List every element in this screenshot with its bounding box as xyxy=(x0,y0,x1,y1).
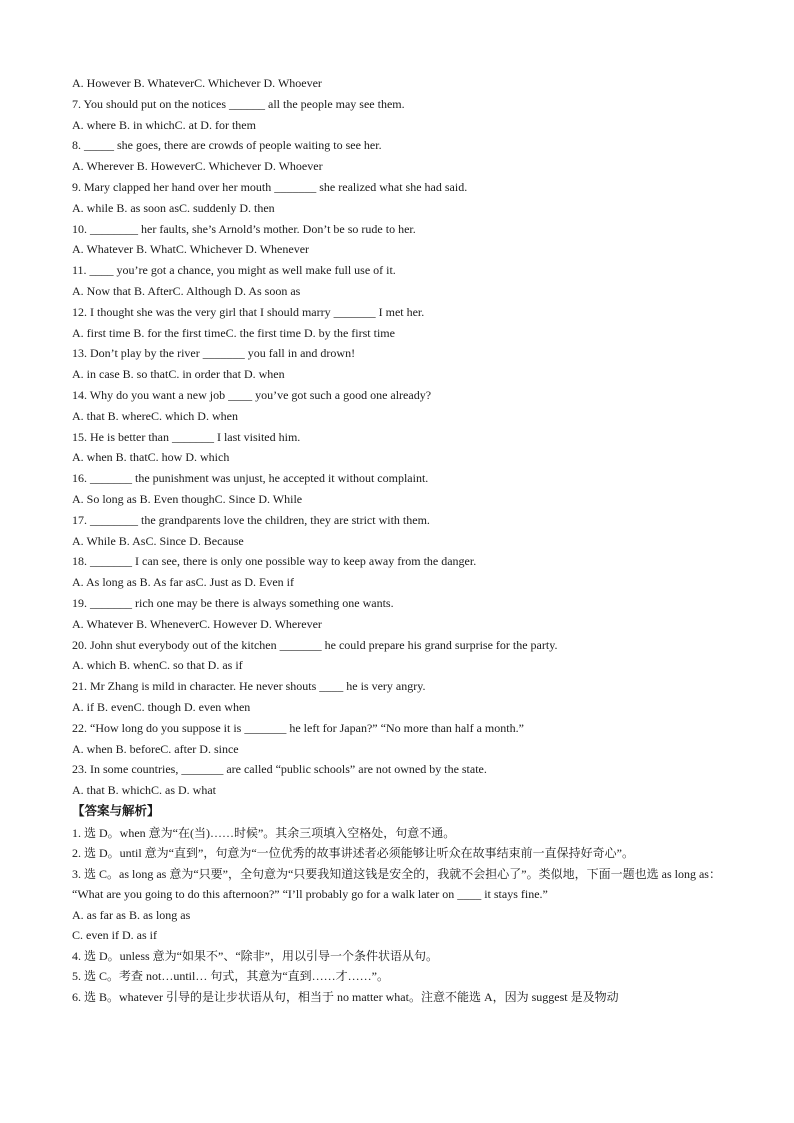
text-line: A. in case B. so thatC. in order that D. when xyxy=(72,367,285,382)
text-line: 7. You should put on the notices ______ all the people may see them. xyxy=(72,96,405,111)
text-line: 17. ________ the grandparents love the children, they are strict with them. xyxy=(72,512,430,527)
text-line: 16. _______ the punishment was unjust, he accepted it without complaint. xyxy=(72,471,429,486)
answer-line: 6. 选 B。whatever 引导的是让步状语从句，相当于 no matter what。注意不能选 A，因为 suggest 是及物动 xyxy=(72,989,619,1004)
text-line: A. Whatever B. WheneverC. However D. Wherever xyxy=(72,616,322,631)
answer-line: 5. 选 C。考查 not…until… 句式，其意为“直到……才……”。 xyxy=(72,969,389,984)
answer-line: A. as far as B. as long as xyxy=(72,907,191,922)
text-line: A. As long as B. As far asC. Just as D. Even if xyxy=(72,575,294,590)
text-line: A. if B. evenC. though D. even when xyxy=(72,699,251,714)
answers-heading: 【答案与解析】 xyxy=(72,802,160,818)
text-line: 8. _____ she goes, there are crowds of people waiting to see her. xyxy=(72,138,382,153)
text-line: 10. ________ her faults, she’s Arnold’s mother. Don’t be so rude to her. xyxy=(72,221,416,236)
text-line: A. While B. AsC. Since D. Because xyxy=(72,533,244,548)
answer-line: 4. 选 D。unless 意为“如果不”、“除非”，用以引导一个条件状语从句。 xyxy=(72,948,438,963)
text-line: 14. Why do you want a new job ____ you’ve got such a good one already? xyxy=(72,387,432,402)
text-line: 13. Don’t play by the river _______ you fall in and drown! xyxy=(72,346,356,361)
text-line: 20. John shut everybody out of the kitchen _______ he could prepare his grand surprise for the party. xyxy=(72,637,558,652)
text-line: 23. In some countries, _______ are called “public schools” are not owned by the state. xyxy=(72,762,487,777)
text-line: A. which B. whenC. so that D. as if xyxy=(72,658,243,673)
questions-section xyxy=(72,73,732,801)
text-line: A. while B. as soon asC. suddenly D. then xyxy=(72,200,275,215)
answer-line: “What are you going to do this afternoon?” “I’ll probably go for a walk later on ____ it stays fine.” xyxy=(72,887,548,902)
text-line: 12. I thought she was the very girl that I should marry _______ I met her. xyxy=(72,304,425,319)
text-line: A. Wherever B. HoweverC. Whichever D. Whoever xyxy=(72,159,323,174)
text-line: 11. ____ you’re got a chance, you might as well make full use of it. xyxy=(72,263,396,278)
text-line: A. So long as B. Even thoughC. Since D. While xyxy=(72,491,303,506)
text-line: A. Now that B. AfterC. Although D. As soon as xyxy=(72,283,301,298)
text-line: A. where B. in whichC. at D. for them xyxy=(72,117,256,132)
text-line: A. However B. WhateverC. Whichever D. Whoever xyxy=(72,76,322,90)
answer-line: 2. 选 D。until 意为“直到”，句意为“一位优秀的故事讲述者必须能够让听众在故事结束前一直保持好奇心”。 xyxy=(72,846,634,861)
document-page xyxy=(72,73,732,1007)
text-line: 18. _______ I can see, there is only one possible way to keep away from the danger. xyxy=(72,554,477,569)
text-line: 21. Mr Zhang is mild in character. He never shouts ____ he is very angry. xyxy=(72,679,426,694)
text-line: A. that B. whereC. which D. when xyxy=(72,408,238,423)
text-line: A. that B. whichC. as D. what xyxy=(72,783,216,798)
answer-line: 3. 选 C。as long as 意为“只要”，全句意为“只要我知道这钱是安全的，我就不会担心了”。类似地，下面一题也选 as long as： xyxy=(72,866,721,881)
answer-line: 1. 选 D。when 意为“在(当)……时候”。其余三项填入空格处，句意不通。 xyxy=(72,825,456,840)
text-line: A. first time B. for the first timeC. the first time D. by the first time xyxy=(72,325,395,340)
text-line: 15. He is better than _______ I last visited him. xyxy=(72,429,301,444)
text-line: 19. _______ rich one may be there is always something one wants. xyxy=(72,595,394,610)
text-line: A. when B. beforeC. after D. since xyxy=(72,741,239,756)
answers-section xyxy=(72,823,732,1008)
text-line: A. Whatever B. WhatC. Whichever D. Whenever xyxy=(72,242,310,257)
text-line: 22. “How long do you suppose it is _______ he left for Japan?” “No more than half a month.” xyxy=(72,720,524,735)
text-line: A. when B. thatC. how D. which xyxy=(72,450,230,465)
answer-line: C. even if D. as if xyxy=(72,928,157,943)
text-line: 9. Mary clapped her hand over her mouth _______ she realized what she had said. xyxy=(72,179,468,194)
